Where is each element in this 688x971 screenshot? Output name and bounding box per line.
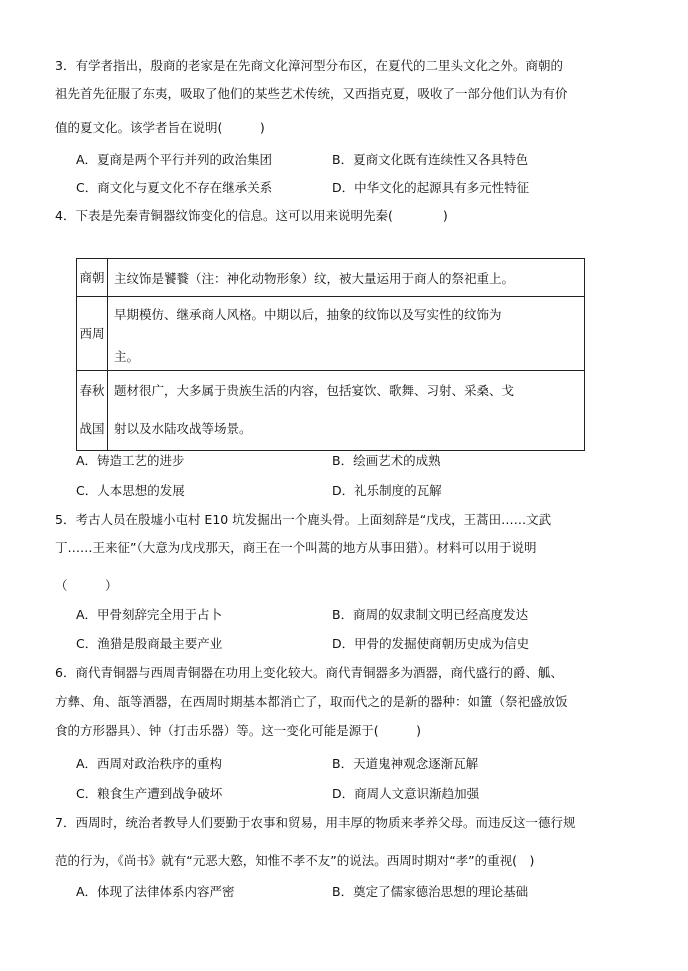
q7-stem-line2: 范的行为，《尚书》就有“元恶大憝，知惟不孝不友”的说法。西周时期对“孝”的重视( ) [55, 853, 535, 868]
era-zhanguo: 战国 [79, 421, 105, 436]
era-xizhou: 西周 [79, 325, 105, 341]
q5-option-a: A．甲骨刻辞完全用于占卜 [76, 607, 223, 622]
desc-xizhou-line2: 主。 [114, 349, 140, 364]
table-row [77, 259, 585, 297]
q6-option-d: D．商周人文意识渐趋加强 [332, 786, 480, 801]
desc-chunqiu-line1: 题材很广，大多属于贵族生活的内容，包括宴饮、歌舞、习射、采桑、戈 [114, 383, 515, 398]
table-desc-cell [108, 371, 585, 451]
q5-stem-line2: 丁……王来征”（大意为戊戌那天，商王在一个叫蒿的地方从事田猎）。材料可以用于说明 [55, 540, 537, 555]
q5-option-c: C．渔猎是殷商最主要产业 [76, 636, 223, 651]
table-era-cell [77, 259, 108, 297]
q3-stem-line3: 值的夏文化。该学者旨在说明( ) [55, 120, 265, 135]
q7-option-b: B．奠定了儒家德治思想的理论基础 [332, 884, 529, 899]
q6-option-a: A．西周对政治秩序的重构 [76, 756, 223, 771]
q3-option-d: D．中华文化的起源具有多元性特征 [332, 180, 530, 195]
q3-option-b: B．夏商文化既有连续性又各具特色 [332, 152, 529, 167]
table-row [77, 371, 585, 451]
table-row [77, 297, 585, 371]
q7-stem-line1: 7．西周时，统治者教导人们要勤于农事和贸易，用丰厚的物质来孝养父母。而违反这一德行规 [55, 815, 576, 830]
era-shang: 商朝 [79, 269, 105, 285]
table-era-cell [77, 371, 108, 451]
q4-option-b: B．绘画艺术的成熟 [332, 453, 441, 468]
q4-stem-line1: 4．下表是先秦青铜器纹饰变化的信息。这可以用来说明先秦( ) [55, 208, 448, 223]
q6-stem-line2: 方彝、角、瓿等酒器，在西周时期基本都消亡了，取而代之的是新的器种：如簠（祭祀盛放饭 [55, 694, 568, 709]
q3-stem-line2: 祖先首先征服了东夷，吸取了他们的某些艺术传统，又西指克夏，吸收了一部分他们认为有价 [55, 86, 568, 101]
q4-option-a: A．铸造工艺的进步 [76, 453, 185, 468]
q5-stem-line3: （ ） [55, 578, 118, 593]
q4-option-c: C．人本思想的发展 [76, 483, 185, 498]
q5-stem-line1: 5．考古人员在殷墟小屯村 E10 坑发掘出一个鹿头骨。上面刻辞是“戊戌，王蒿田……文武 [55, 512, 552, 527]
q6-stem-line3: 食的方形器具）、钟（打击乐器）等。这一变化可能是源于( ) [55, 723, 422, 738]
q6-option-b: B．天道鬼神观念逐渐瓦解 [332, 756, 479, 771]
desc-shang: 主纹饰是饕餮（注：神化动物形象）纹，被大量运用于商人的祭祀重上。 [114, 270, 515, 286]
desc-chunqiu-line2: 射以及水陆攻战等场景。 [114, 421, 252, 436]
desc-xizhou-line1: 早期模仿、继承商人风格。中期以后，抽象的纹饰以及写实性的纹饰为 [114, 307, 502, 322]
table-era-cell [77, 297, 108, 371]
table-desc-cell [108, 297, 585, 371]
q5-option-b: B．商周的奴隶制文明已经高度发达 [332, 607, 529, 622]
q4-option-d: D．礼乐制度的瓦解 [332, 483, 442, 498]
q4-table [76, 258, 585, 451]
table-desc-cell [108, 259, 585, 297]
q3-option-c: C．商文化与夏文化不存在继承关系 [76, 180, 273, 195]
q3-option-a: A．夏商是两个平行并列的政治集团 [76, 152, 273, 167]
era-chunqiu: 春秋 [79, 383, 105, 398]
q6-stem-line1: 6．商代青铜器与西周青铜器在功用上变化较大。商代青铜器多为酒器，商代盛行的爵、觚、 [55, 665, 563, 680]
q7-option-a: A．体现了法律体系内容严密 [76, 884, 235, 899]
q5-option-d: D．甲骨的发掘使商朝历史成为信史 [332, 636, 530, 651]
q6-option-c: C．粮食生产遭到战争破坏 [76, 786, 223, 801]
q3-stem-line1: 3．有学者指出，殷商的老家是在先商文化漳河型分布区，在夏代的二里头文化之外。商朝的 [55, 58, 563, 73]
